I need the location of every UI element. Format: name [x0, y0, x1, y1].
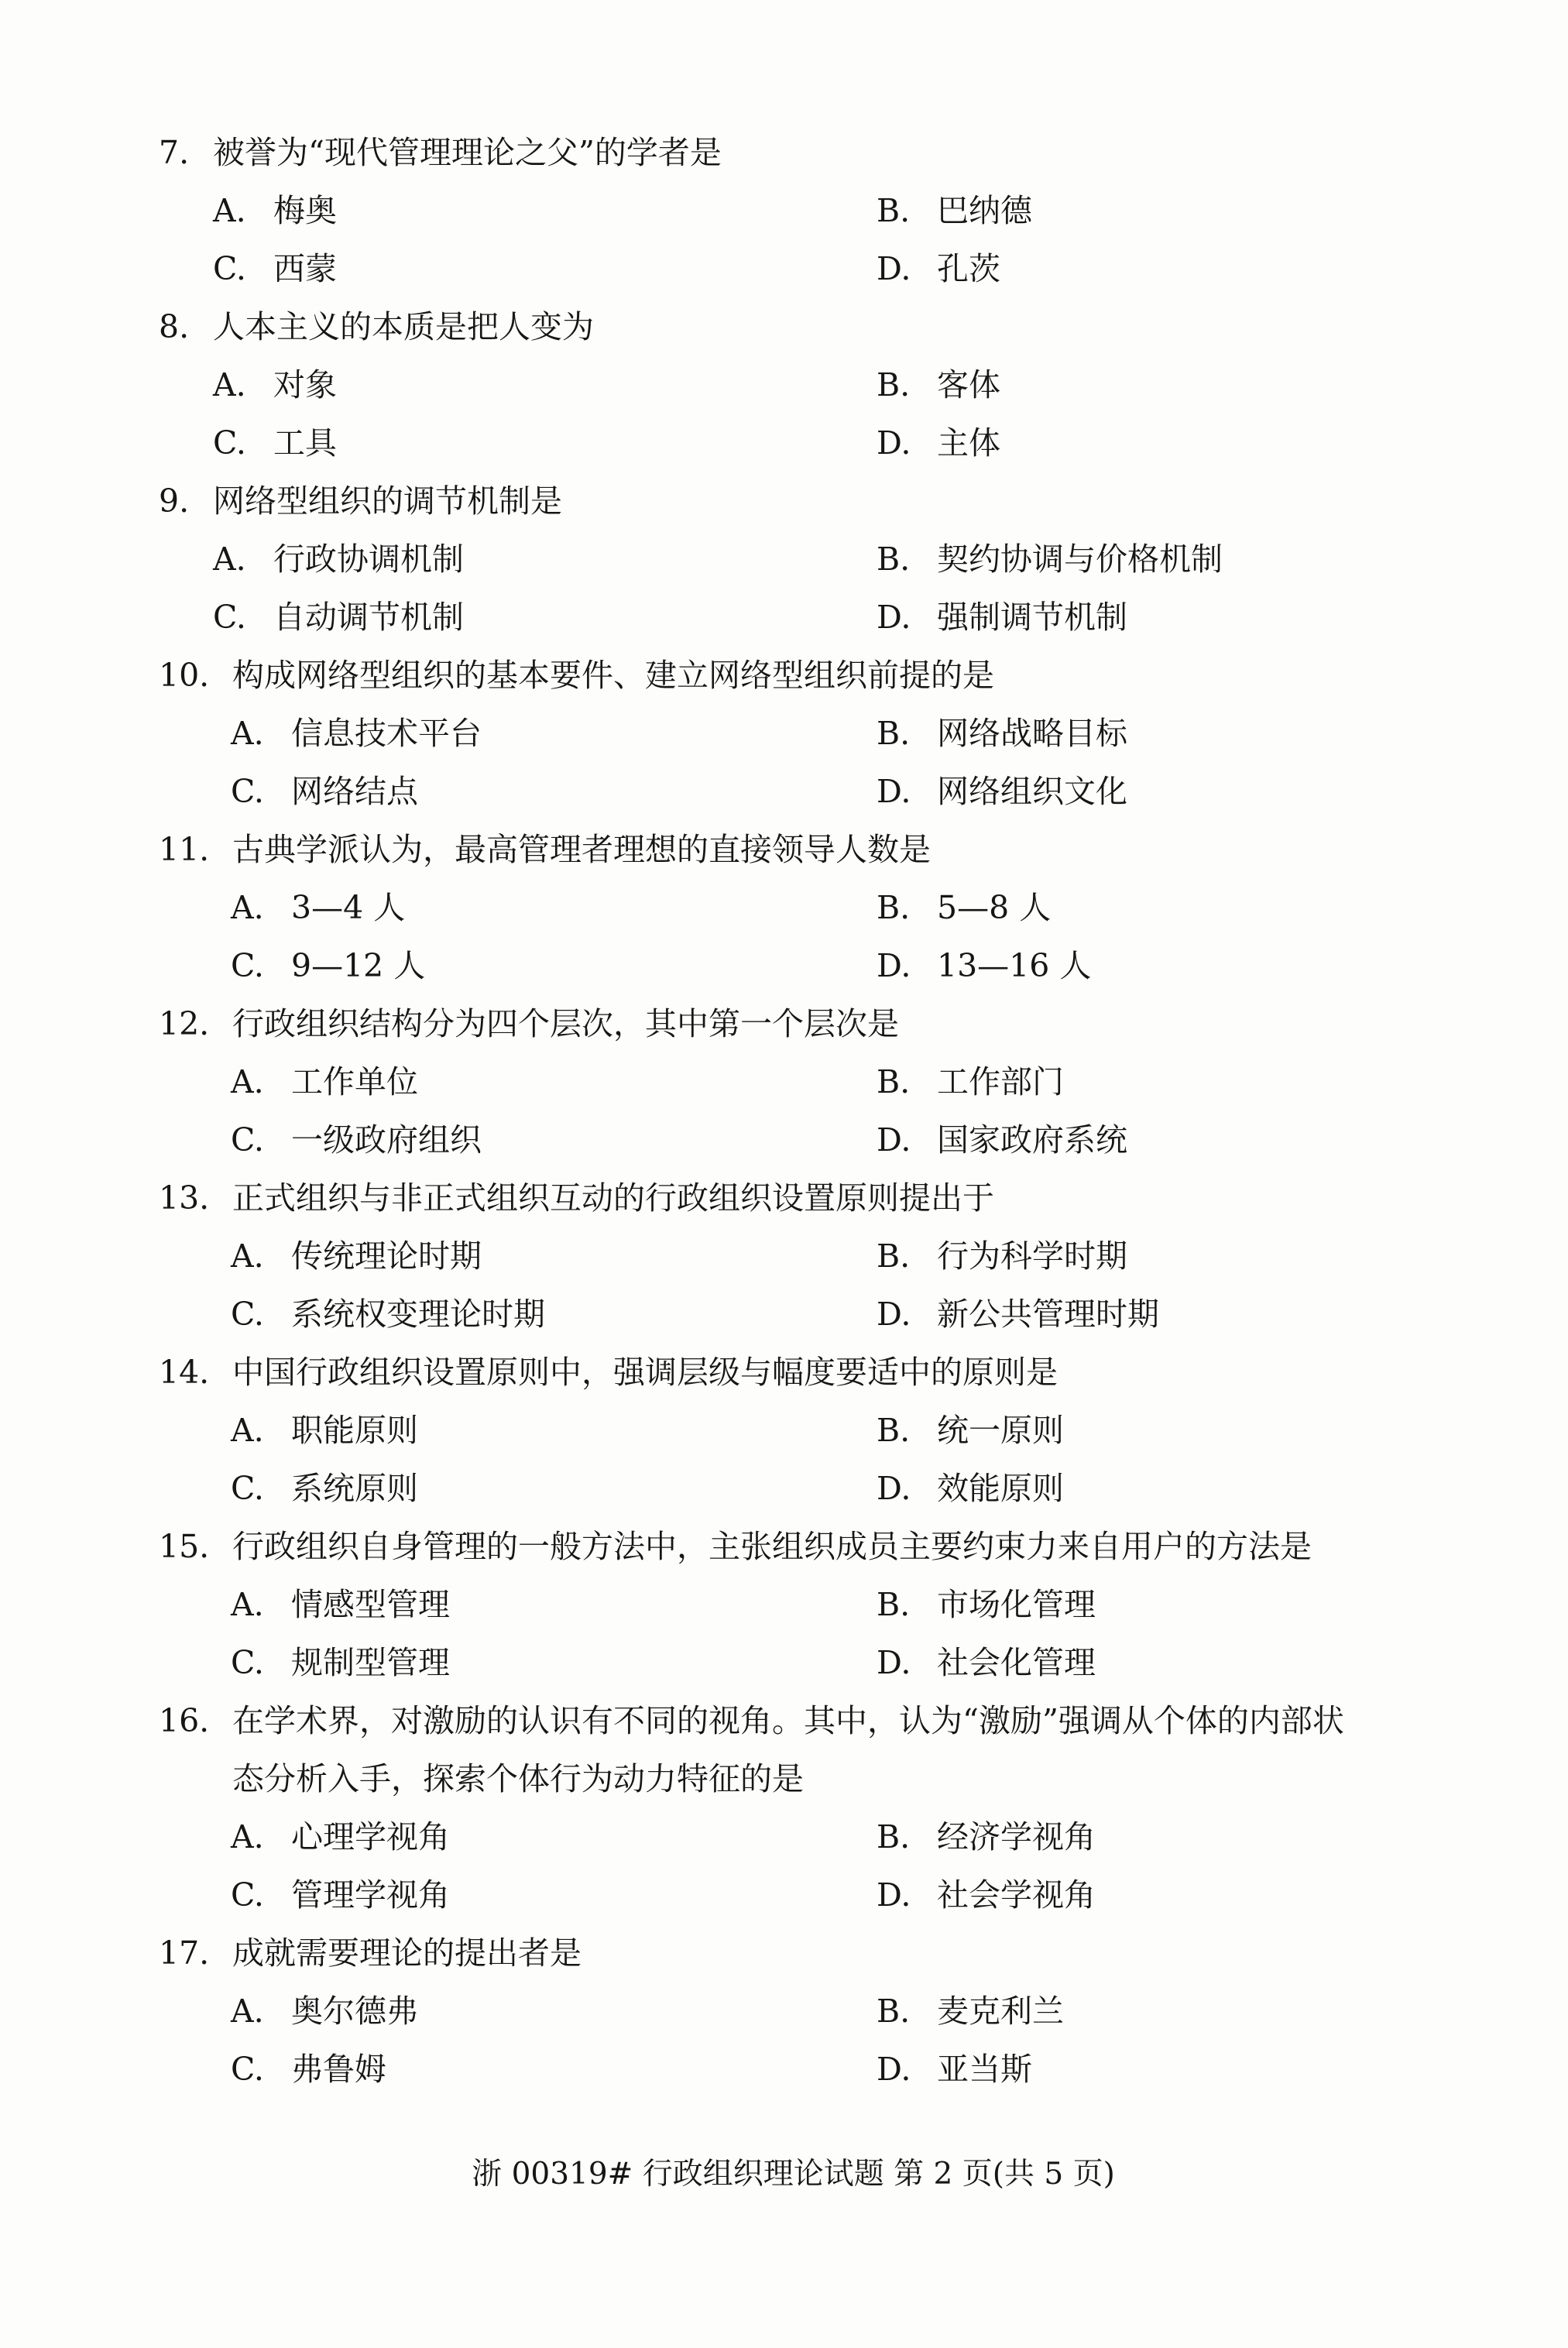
option-letter: D. [877, 947, 911, 984]
option-row [0, 705, 1568, 763]
answer-option [213, 240, 337, 298]
answer-option [877, 2041, 1032, 2099]
option-letter: C. [231, 1644, 264, 1681]
option-row [0, 414, 1568, 472]
question-item [0, 995, 1568, 1169]
answer-option [231, 2041, 386, 2099]
question-stem-text: 态分析入手，探索个体行为动力特征的是 [232, 1760, 804, 1797]
option-letter: D. [877, 1876, 911, 1914]
answer-option [877, 356, 1000, 414]
question-number: 16. [159, 1702, 210, 1739]
answer-option [877, 1286, 1159, 1344]
option-letter: B. [877, 192, 911, 229]
answer-option [231, 1227, 482, 1286]
question-stem-text: 行政组织自身管理的一般方法中，主张组织成员主要约束力来自用户的方法是 [232, 1528, 1312, 1565]
option-row [0, 1576, 1568, 1634]
option-text: 麦克利兰 [937, 1993, 1064, 2030]
answer-option [877, 1111, 1127, 1169]
question-stem-line [0, 472, 1568, 530]
answer-option [231, 879, 405, 937]
option-text: 亚当斯 [937, 2051, 1032, 2088]
answer-option [231, 1808, 450, 1866]
option-letter: A. [213, 192, 246, 229]
answer-option [877, 1982, 1064, 2041]
question-stem-text: 古典学派认为，最高管理者理想的直接领导人数是 [232, 831, 931, 868]
answer-option [231, 763, 418, 821]
option-letter: C. [213, 424, 246, 462]
option-text: 信息技术平台 [291, 715, 482, 752]
question-number: 8. [159, 308, 190, 345]
answer-option [231, 1576, 450, 1634]
answer-option [877, 240, 1000, 298]
answer-option [877, 879, 1051, 937]
option-text: 客体 [937, 366, 1000, 403]
option-row [0, 1866, 1568, 1924]
option-text: 孔茨 [937, 250, 1000, 287]
option-letter: D. [877, 1470, 911, 1507]
option-letter: B. [877, 715, 911, 752]
option-letter: A. [231, 1063, 264, 1100]
option-text: 自动调节机制 [273, 599, 464, 636]
option-text: 梅奥 [273, 192, 337, 229]
option-text: 工作单位 [291, 1063, 418, 1100]
option-text: 9—12 人 [291, 947, 426, 984]
question-item [0, 1924, 1568, 2099]
answer-option [213, 589, 464, 647]
option-letter: B. [877, 1412, 911, 1449]
option-text: 传统理论时期 [291, 1238, 482, 1275]
answer-option [231, 1402, 418, 1460]
option-row [0, 879, 1568, 937]
option-text: 西蒙 [273, 250, 337, 287]
option-text: 网络结点 [291, 773, 418, 810]
option-text: 对象 [273, 366, 337, 403]
question-stem-line [0, 1518, 1568, 1576]
option-text: 社会学视角 [937, 1876, 1096, 1914]
question-number: 11. [159, 831, 210, 868]
question-stem-line [0, 647, 1568, 705]
question-stem-line [0, 1344, 1568, 1402]
question-item [0, 1169, 1568, 1344]
option-letter: C. [231, 2051, 264, 2088]
answer-option [231, 705, 482, 763]
option-text: 工作部门 [937, 1063, 1064, 1100]
question-item [0, 1692, 1568, 1924]
option-letter: D. [877, 1296, 911, 1333]
answer-option [877, 705, 1127, 763]
question-stem-line [0, 821, 1568, 879]
option-letter: C. [213, 250, 246, 287]
option-letter: B. [877, 889, 911, 926]
option-row [0, 1053, 1568, 1111]
option-text: 网络组织文化 [937, 773, 1127, 810]
question-number: 17. [159, 1934, 210, 1972]
question-item [0, 472, 1568, 647]
answer-option [877, 1808, 1096, 1866]
question-number: 10. [159, 657, 210, 694]
question-stem-text: 网络型组织的调节机制是 [213, 482, 562, 520]
answer-option [877, 1634, 1096, 1692]
option-letter: D. [877, 2051, 911, 2088]
option-letter: C. [231, 1876, 264, 1914]
answer-option [877, 530, 1223, 589]
option-row [0, 763, 1568, 821]
option-text: 管理学视角 [291, 1876, 450, 1914]
option-text: 强制调节机制 [937, 599, 1127, 636]
answer-option [231, 937, 425, 995]
option-letter: D. [877, 1121, 911, 1159]
option-letter: B. [877, 1238, 911, 1275]
option-row [0, 182, 1568, 240]
option-letter: C. [231, 1470, 264, 1507]
answer-option [231, 1286, 545, 1344]
question-item [0, 1518, 1568, 1692]
option-row [0, 1634, 1568, 1692]
question-item [0, 298, 1568, 472]
option-row [0, 1460, 1568, 1518]
question-stem-line [0, 1750, 1568, 1808]
answer-option [213, 414, 337, 472]
option-letter: D. [877, 424, 911, 462]
option-text: 一级政府组织 [291, 1121, 482, 1159]
page-footer: 浙 00319# 行政组织理论试题 第 2 页(共 5 页) [472, 2157, 1115, 2192]
answer-option [877, 1460, 1064, 1518]
option-text: 契约协调与价格机制 [937, 541, 1223, 578]
question-stem-line [0, 298, 1568, 356]
option-text: 职能原则 [291, 1412, 418, 1449]
option-letter: C. [231, 947, 264, 984]
option-text: 巴纳德 [937, 192, 1032, 229]
option-text: 13—16 人 [937, 947, 1092, 984]
question-stem-text: 行政组织结构分为四个层次，其中第一个层次是 [232, 1005, 899, 1042]
option-row [0, 240, 1568, 298]
option-text: 规制型管理 [291, 1644, 450, 1681]
question-item [0, 821, 1568, 995]
option-text: 效能原则 [937, 1470, 1064, 1507]
question-stem-line [0, 1692, 1568, 1750]
question-stem-text: 构成网络型组织的基本要件、建立网络型组织前提的是 [232, 657, 994, 694]
option-letter: A. [213, 541, 246, 578]
option-letter: B. [877, 1063, 911, 1100]
question-number: 7. [159, 134, 190, 171]
option-text: 行为科学时期 [937, 1238, 1127, 1275]
option-row [0, 589, 1568, 647]
answer-option [231, 1866, 450, 1924]
option-letter: A. [231, 1238, 264, 1275]
option-letter: A. [231, 1586, 264, 1623]
question-number: 13. [159, 1179, 210, 1217]
option-row [0, 2041, 1568, 2099]
question-number: 9. [159, 482, 190, 520]
answer-option [231, 1634, 450, 1692]
question-item [0, 647, 1568, 821]
answer-option [877, 414, 1000, 472]
option-letter: C. [231, 773, 264, 810]
option-letter: A. [231, 1412, 264, 1449]
question-number: 15. [159, 1528, 210, 1565]
option-text: 行政协调机制 [273, 541, 464, 578]
option-letter: C. [213, 599, 246, 636]
answer-option [877, 1866, 1096, 1924]
answer-option [877, 937, 1091, 995]
question-stem-text: 正式组织与非正式组织互动的行政组织设置原则提出于 [232, 1179, 994, 1217]
option-row [0, 1227, 1568, 1286]
question-stem-text: 被誉为“现代管理理论之父”的学者是 [213, 134, 722, 171]
option-text: 5—8 人 [937, 889, 1052, 926]
option-letter: C. [231, 1296, 264, 1333]
question-number: 12. [159, 1005, 210, 1042]
option-letter: C. [231, 1121, 264, 1159]
question-stem-line [0, 1169, 1568, 1227]
question-stem-text: 在学术界，对激励的认识有不同的视角。其中，认为“激励”强调从个体的内部状 [232, 1702, 1344, 1739]
option-row [0, 1286, 1568, 1344]
option-row [0, 1111, 1568, 1169]
option-row [0, 356, 1568, 414]
option-letter: A. [231, 715, 264, 752]
question-item [0, 1344, 1568, 1518]
option-text: 主体 [937, 424, 1000, 462]
answer-option [213, 530, 464, 589]
answer-option [877, 1576, 1096, 1634]
option-text: 统一原则 [937, 1412, 1064, 1449]
option-letter: B. [877, 1818, 911, 1855]
answer-option [231, 1460, 418, 1518]
option-letter: A. [213, 366, 246, 403]
question-stem-line [0, 995, 1568, 1053]
answer-option [877, 763, 1127, 821]
option-row [0, 1982, 1568, 2041]
answer-option [213, 182, 337, 240]
answer-option [877, 589, 1127, 647]
option-text: 国家政府系统 [937, 1121, 1127, 1159]
option-letter: B. [877, 541, 911, 578]
answer-option [231, 1982, 418, 2041]
answer-option [877, 1402, 1064, 1460]
option-text: 市场化管理 [937, 1586, 1096, 1623]
option-letter: B. [877, 1586, 911, 1623]
option-letter: D. [877, 599, 911, 636]
option-text: 经济学视角 [937, 1818, 1096, 1855]
option-letter: D. [877, 250, 911, 287]
option-row [0, 530, 1568, 589]
answer-option [231, 1111, 482, 1169]
question-stem-text: 成就需要理论的提出者是 [232, 1934, 582, 1972]
option-text: 网络战略目标 [937, 715, 1127, 752]
answer-option [877, 1227, 1127, 1286]
question-stem-line [0, 1924, 1568, 1982]
question-stem-text: 中国行政组织设置原则中，强调层级与幅度要适中的原则是 [232, 1354, 1058, 1391]
option-text: 系统原则 [291, 1470, 418, 1507]
option-letter: D. [877, 773, 911, 810]
option-letter: A. [231, 1993, 264, 2030]
question-item [0, 124, 1568, 298]
question-stem-text: 人本主义的本质是把人变为 [213, 308, 594, 345]
option-row [0, 1808, 1568, 1866]
question-list [0, 124, 1568, 2099]
option-letter: B. [877, 366, 911, 403]
question-stem-line [0, 124, 1568, 182]
option-row [0, 1402, 1568, 1460]
option-text: 情感型管理 [291, 1586, 450, 1623]
option-text: 3—4 人 [291, 889, 406, 926]
option-row [0, 937, 1568, 995]
option-text: 奥尔德弗 [291, 1993, 418, 2030]
option-text: 系统权变理论时期 [291, 1296, 545, 1333]
option-text: 心理学视角 [291, 1818, 450, 1855]
option-text: 弗鲁姆 [291, 2051, 386, 2088]
option-letter: D. [877, 1644, 911, 1681]
option-letter: A. [231, 1818, 264, 1855]
question-number: 14. [159, 1354, 210, 1391]
option-letter: B. [877, 1993, 911, 2030]
option-text: 新公共管理时期 [937, 1296, 1159, 1333]
answer-option [877, 1053, 1064, 1111]
option-letter: A. [231, 889, 264, 926]
answer-option [231, 1053, 418, 1111]
option-text: 工具 [273, 424, 337, 462]
answer-option [213, 356, 337, 414]
option-text: 社会化管理 [937, 1644, 1096, 1681]
answer-option [877, 182, 1032, 240]
